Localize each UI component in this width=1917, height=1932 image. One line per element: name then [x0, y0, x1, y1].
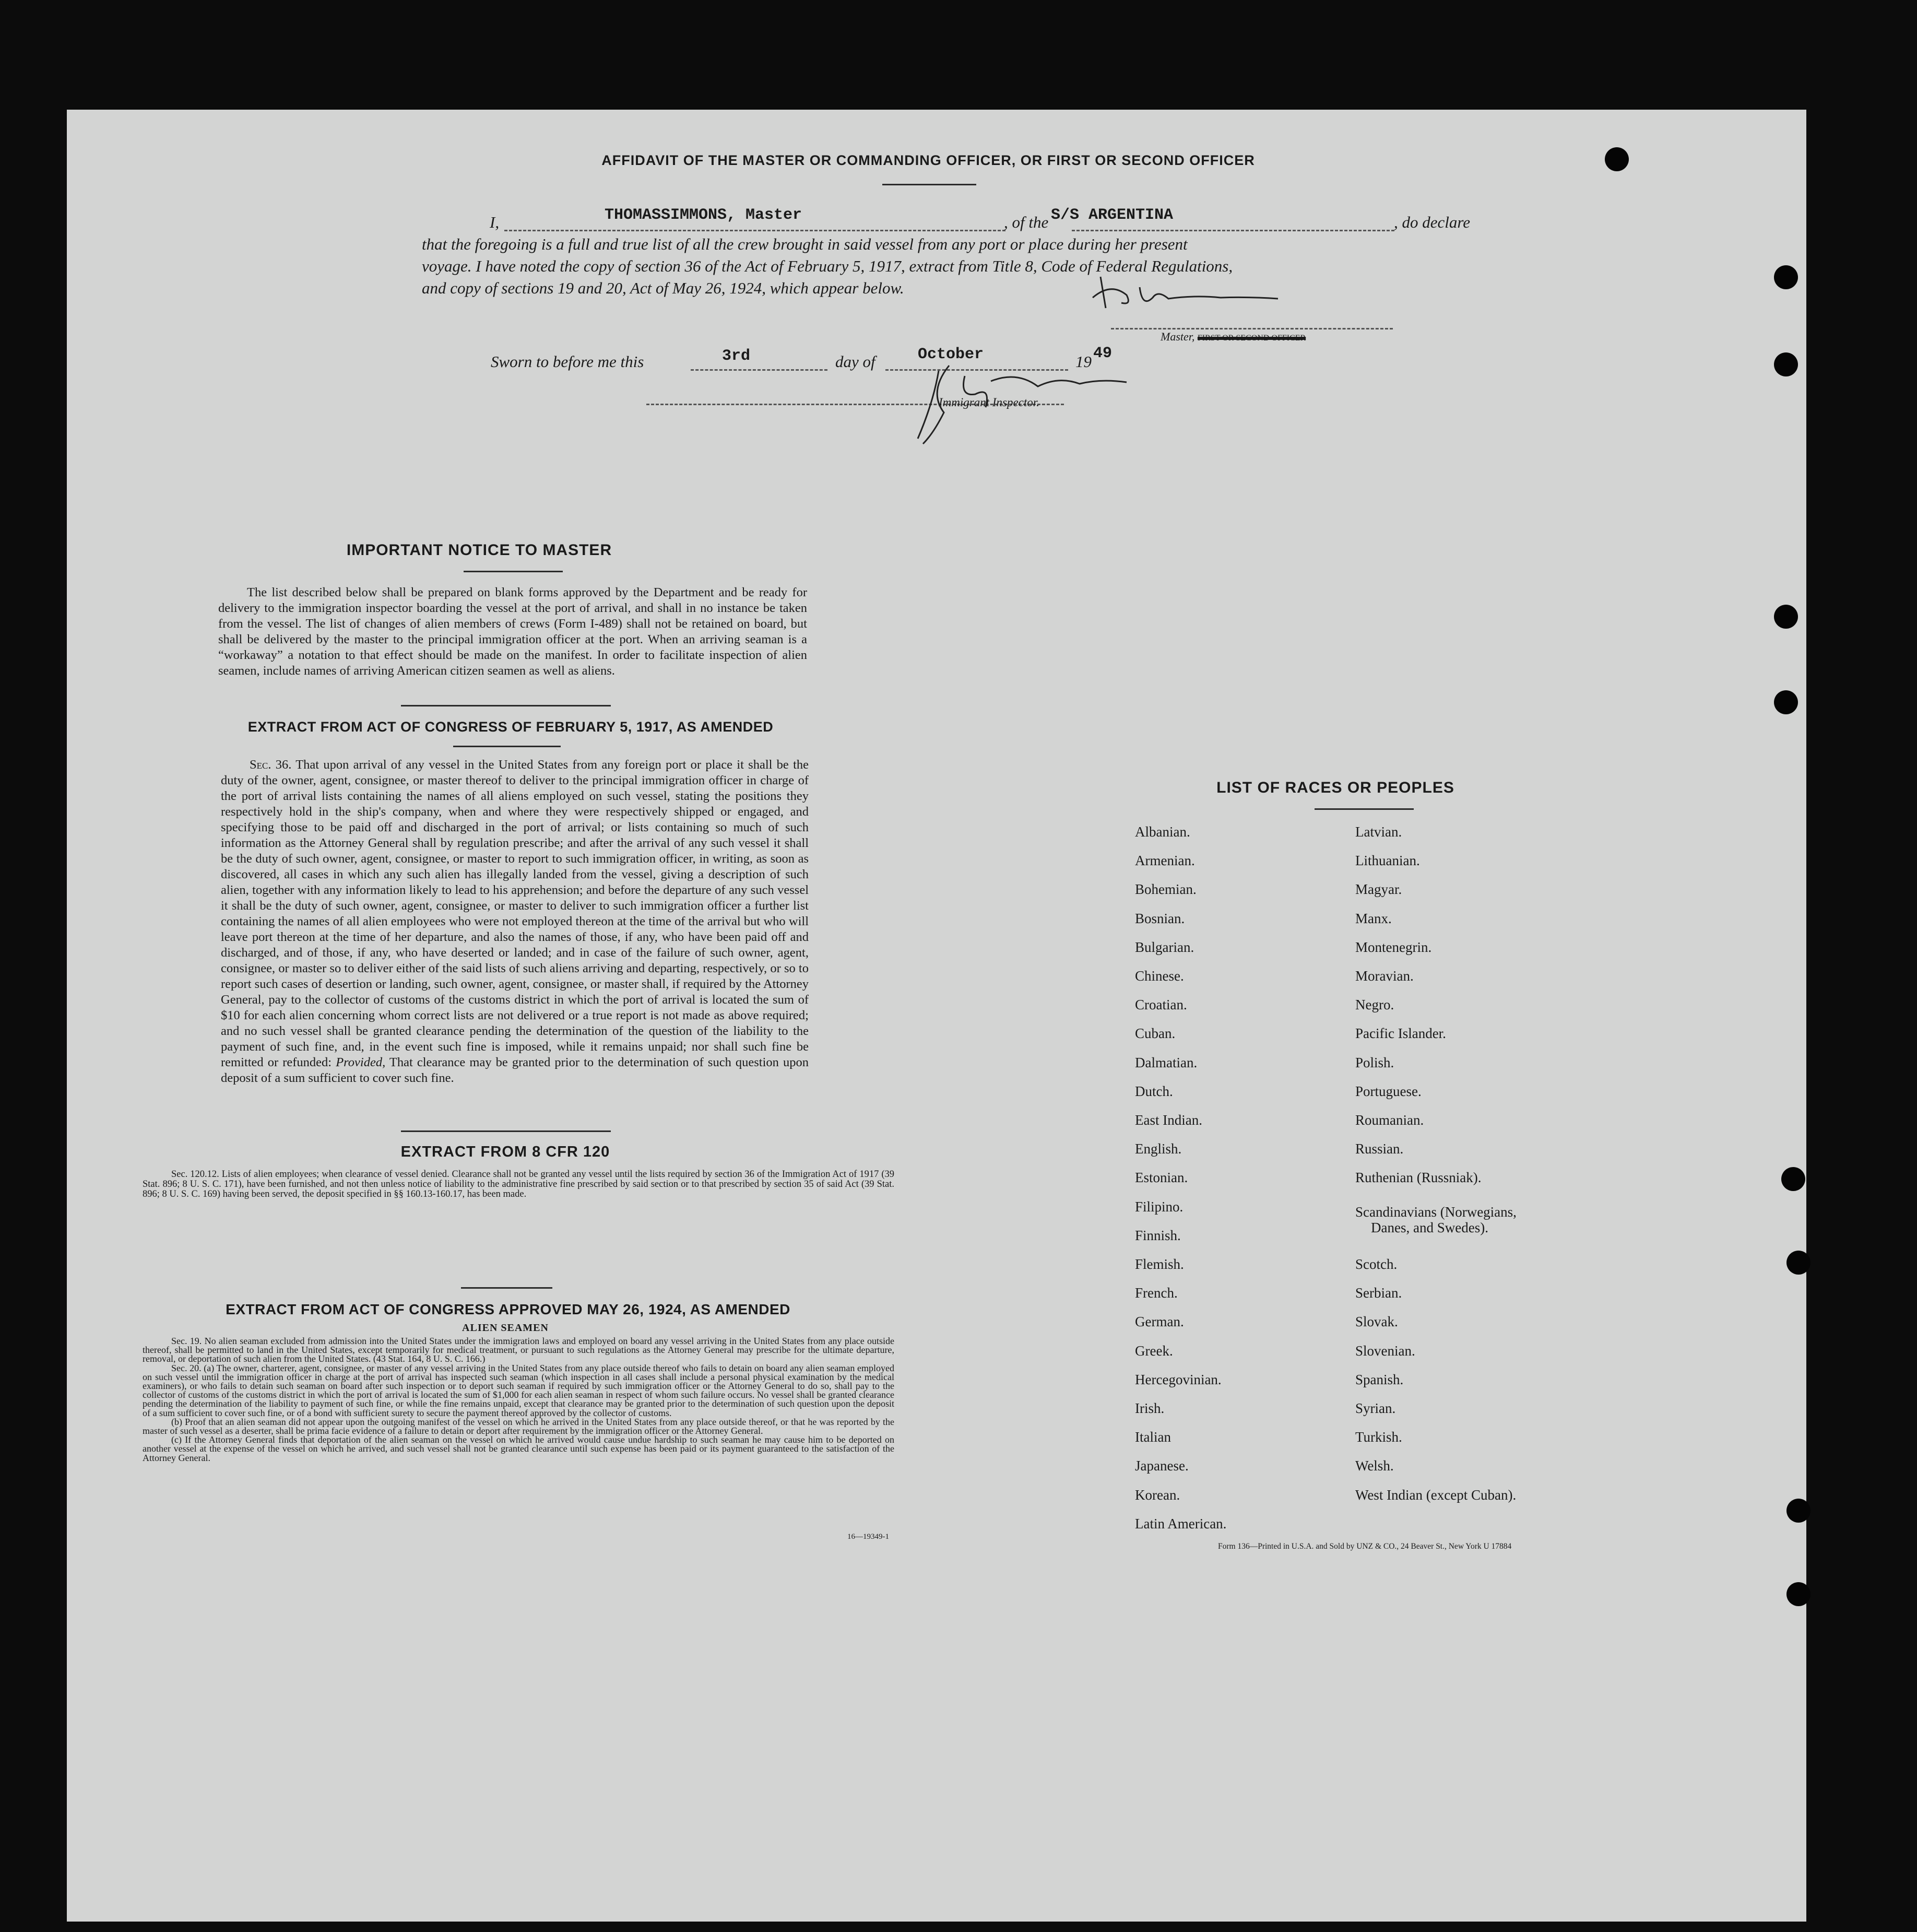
- inspector-label: Immigrant Inspector.: [939, 396, 1039, 409]
- sec36-tail: That clearance may be granted prior to the determination of such question upon deposit of a sum sufficient to cover such fine.: [221, 1055, 809, 1085]
- race-left-item: East Indian.: [1135, 1112, 1202, 1128]
- race-right-item: Scotch.: [1355, 1256, 1398, 1272]
- binder-hole: [1774, 605, 1798, 629]
- printer-code: 16—19349-1: [847, 1533, 889, 1541]
- master-name: THOMASSIMMONS, Master: [605, 206, 802, 224]
- race-left-item: Italian: [1135, 1429, 1171, 1445]
- year-prefix: 19: [1075, 352, 1092, 371]
- race-right-item: Russian.: [1355, 1141, 1404, 1157]
- binder-hole: [1786, 1251, 1810, 1275]
- race-left-item: German.: [1135, 1314, 1184, 1330]
- of-the-label: , of the: [1004, 213, 1049, 231]
- extract1917-heading: EXTRACT FROM ACT OF CONGRESS OF FEBRUARY 5, 1917, AS AMENDED: [247, 719, 774, 735]
- notice-rule: [464, 571, 563, 572]
- race-left-item: English.: [1135, 1141, 1182, 1157]
- sec20c-text: (c) If the Attorney General finds that deportation of the alien seaman on the vessel on which he arrived would cause undue hardship to such seaman he may cause him to be deported on another vessel at the expense of the vessel on which he arrived, and such vessel shall not be granted clearance until such expense has been paid or its payment guaranteed to the satisfaction of the Attorney General.: [143, 1434, 894, 1463]
- affidavit-line3: voyage. I have noted the copy of section 36 of the Act of February 5, 1917, extract from Title 8, Code of Federal Regulations,: [422, 257, 1233, 275]
- sec20b-text: (b) Proof that an alien seaman did not appear upon the outgoing manifest of the vessel on which he arrived in the United States from any place outside thereof, or that he was reported by the master of such vessel as a deserter, shall be prima facie evidence of a failure to detain or deport after requirement by the immigration officer or the Attorney General.: [143, 1416, 894, 1436]
- races-heading: LIST OF RACES OR PEOPLES: [1216, 779, 1454, 796]
- sec36-label: Sec. 36.: [250, 758, 292, 772]
- document-page: [67, 110, 1806, 1922]
- race-right-item: Portuguese.: [1355, 1083, 1422, 1099]
- race-right-item: West Indian (except Cuban).: [1355, 1487, 1517, 1503]
- race-left-item: Japanese.: [1135, 1458, 1189, 1474]
- race-right-item: Slovenian.: [1355, 1342, 1415, 1359]
- provided-label: Provided,: [336, 1055, 386, 1069]
- do-declare-label: , do declare: [1394, 213, 1471, 231]
- race-left-item: Cuban.: [1135, 1026, 1176, 1042]
- race-right-item: Negro.: [1355, 997, 1394, 1013]
- race-right-item: Roumanian.: [1355, 1112, 1424, 1128]
- race-left-item: Irish.: [1135, 1400, 1165, 1416]
- race-right-item: Latvian.: [1355, 824, 1402, 840]
- master-signature-line: [1111, 328, 1393, 329]
- race-left-item: Korean.: [1135, 1487, 1180, 1503]
- extract1924-body: [143, 1337, 894, 1463]
- affidavit-i: I,: [490, 213, 500, 231]
- race-left-item: Bohemian.: [1135, 881, 1197, 898]
- binder-hole: [1774, 690, 1798, 714]
- affidavit-line2: that the foregoing is a full and true list of all the crew brought in said vessel from any port or place during her present: [422, 235, 1188, 253]
- binder-hole: [1774, 265, 1798, 289]
- race-right-item: Serbian.: [1355, 1285, 1402, 1301]
- binder-hole: [1774, 352, 1798, 376]
- race-left-item: Finnish.: [1135, 1227, 1181, 1243]
- race-left-item: Hercegovinian.: [1135, 1371, 1222, 1387]
- race-left-item: French.: [1135, 1285, 1178, 1301]
- binder-hole: [1605, 147, 1629, 171]
- notice-heading: IMPORTANT NOTICE TO MASTER: [346, 541, 612, 559]
- sec36-text: That upon arrival of any vessel in the United States from any foreign port or place it shall be the duty of the owner, agent, consignee, or master thereof to deliver to the principal immigration officer in charge of the port of arrival lists containing the names of all aliens employed on such vessel, stating the positions they respectively hold in the ship's company, when and where they were respectively shipped or engaged, and specifying those to be paid off and discharged in the port of arrival; or lists containing so much of such information as the Attorney General shall by regulation prescribe; and after the arrival of any such vessel it shall be the duty of such owner, agent, consignee, or master to report to such immigration officer, in writing, as soon as discovered, all cases in which any such alien has illegally landed from the vessel, giving a description of such alien, together with any information likely to lead to his apprehension; and before the departure of any such vessel it shall be the duty of such owner, agent, consignee, or master to deliver to such immigration officer a further list containing the names of all alien employees who were not employed thereon at the time of the arrival but who will leave port thereon at the time of her departure, and also the names of those, if any, who have been paid off and discharged, and of those, if any, who have deserted or landed; and in case of the failure of such owner, agent, consignee, or master so to deliver either of the said lists of such aliens arriving and departing, respectively, or so to report such cases of desertion or landing, such owner, agent, consignee, or master shall, if required by the Attorney General, pay to the collector of customs of the customs district in which the port of arrival is located the sum of $10 for each alien concerning whom correct lists are not delivered or a true report is not made as above required; and no such vessel shall be granted clearance pending the determination of the question of the liability to the payment of such fine, and, in the event such fine is imposed, while it remains unpaid; nor shall such fine be remitted or refunded:: [221, 758, 809, 1069]
- extract1917-rule: [453, 746, 561, 747]
- master-struck-text: FIRST OR SECOND OFFICER: [1197, 334, 1306, 343]
- master-label-text: Master,: [1161, 330, 1195, 343]
- race-right-item: Manx.: [1355, 910, 1392, 926]
- race-right-item: Welsh.: [1355, 1458, 1394, 1474]
- race-left-item: Armenian.: [1135, 853, 1195, 869]
- sec20a-text: Sec. 20. (a) The owner, charterer, agent, consignee, or master of any vessel arriving in the United States from any place outside thereof who fails to detain on board any alien seaman employed on such vessel until the immigration officer in charge at the port of arrival has inspected such seaman (which inspection in all cases shall include a personal physical examination by the medical examiners), or who fails to detain such seaman on board after such inspection or to deport such seaman if required by such immigration officer or the Attorney General to do so, shall pay to the collector of customs of the customs district in which the port of arrival is located the sum of $1,000 for each alien seaman in respect of whom such failure occurs. No vessel shall be granted clearance pending the determination of the liability to payment of such fine, or while the fine remains unpaid, except that clearance may be granted prior to the determination of such question upon the deposit of a sum sufficient to cover such fine, or of a bond with sufficient surety to secure the payment thereof approved by the collector of customs.: [143, 1362, 894, 1418]
- vessel-name: S/S ARGENTINA: [1051, 206, 1174, 224]
- alien-seamen-subheading: ALIEN SEAMEN: [462, 1322, 549, 1334]
- race-left-item: Croatian.: [1135, 997, 1187, 1013]
- sworn-day: 3rd: [722, 347, 751, 365]
- race-right-item: Syrian.: [1355, 1400, 1396, 1416]
- extract1917-body: [221, 757, 809, 1086]
- day-of-label: day of: [835, 352, 875, 371]
- sworn-label: Sworn to before me this: [491, 352, 644, 371]
- race-right-item: Magyar.: [1355, 881, 1402, 898]
- race-left-item: Chinese.: [1135, 968, 1184, 984]
- sworn-month: October: [918, 346, 984, 363]
- race-left-item: Bulgarian.: [1135, 939, 1194, 955]
- race-right-item: Lithuanian.: [1355, 853, 1420, 869]
- race-left-item: Dalmatian.: [1135, 1054, 1198, 1070]
- sworn-year: 49: [1093, 345, 1113, 362]
- sec19-text: Sec. 19. No alien seaman excluded from admission into the United States under the immigration laws and employed on board any vessel arriving in the United States from any place outside thereof, shall be permitted to land in the United States, except temporarily for medical treatment, or pursuant to such regulations as the Attorney General may prescribe for the ultimate departure, removal, or deportation of such alien from the United States. (43 Stat. 164, 8 U. S. C. 166.): [143, 1336, 894, 1364]
- race-right-item: Pacific Islander.: [1355, 1026, 1446, 1042]
- race-left-item: Flemish.: [1135, 1256, 1184, 1272]
- notice-body: The list described below shall be prepared on blank forms approved by the Department and be ready for delivery to the immigration inspector boarding the vessel at the port of arrival, and shall in no instance be taken from the vessel. The list of changes of alien members of crews (Form I-489) shall not be retained on board, but shall be delivered by the master to the principal immigration officer at the port. When an arriving seaman is a “workaway” a notation to that effect should be made on the manifest. In order to facilitate inspection of alien seamen, include names of arriving American citizen seamen as well as aliens.: [218, 585, 807, 678]
- race-left-item: Latin American.: [1135, 1515, 1227, 1532]
- day-line: [691, 369, 827, 371]
- binder-hole: [1786, 1582, 1810, 1606]
- race-left-item: Albanian.: [1135, 824, 1190, 840]
- affidavit-title: AFFIDAVIT OF THE MASTER OR COMMANDING OFFICER, OR FIRST OR SECOND OFFICER: [601, 152, 1255, 168]
- name-line: [504, 230, 1005, 231]
- master-signature: [1090, 266, 1288, 319]
- race-left-item: Filipino.: [1135, 1198, 1184, 1215]
- extract1924-heading: EXTRACT FROM ACT OF CONGRESS APPROVED MAY 26, 1924, AS AMENDED: [226, 1301, 790, 1317]
- race-right-item: Montenegrin.: [1355, 939, 1432, 955]
- cfr-end-rule: [461, 1287, 552, 1289]
- affidavit-line4: and copy of sections 19 and 20, Act of May 26, 1924, which appear below.: [422, 279, 904, 297]
- title-rule: [882, 184, 976, 185]
- race-right-item: Ruthenian (Russniak).: [1355, 1170, 1482, 1186]
- race-right-item: Turkish.: [1355, 1429, 1402, 1445]
- race-right-item: Spanish.: [1355, 1371, 1404, 1387]
- race-left-item: Dutch.: [1135, 1083, 1173, 1099]
- form-footer: Form 136—Printed in U.S.A. and Sold by UNZ & CO., 24 Beaver St., New York U 17884: [1218, 1542, 1512, 1551]
- race-right-item: Danes, and Swedes).: [1371, 1219, 1488, 1235]
- vessel-line: [1072, 230, 1394, 231]
- cfr-heading: EXTRACT FROM 8 CFR 120: [400, 1144, 610, 1160]
- binder-hole: [1786, 1499, 1810, 1523]
- race-right-item: Polish.: [1355, 1054, 1394, 1070]
- master-label: [1161, 330, 1306, 344]
- race-right-item: Slovak.: [1355, 1314, 1398, 1330]
- race-left-item: Estonian.: [1135, 1170, 1188, 1186]
- races-rule: [1315, 808, 1414, 810]
- race-left-item: Bosnian.: [1135, 910, 1185, 926]
- binder-hole: [1781, 1167, 1805, 1191]
- race-right-item: Scandinavians (Norwegians,: [1355, 1204, 1517, 1220]
- notice-end-rule: [401, 705, 611, 706]
- race-right-item: Moravian.: [1355, 968, 1414, 984]
- cfr-body: Sec. 120.12. Lists of alien employees; when clearance of vessel denied. Clearance shall not be granted any vessel until the lists required by section 36 of the Immigration Act of 1917 (39 Stat. 896; 8 U. S. C. 171), have been furnished, and not then unless notice of liability to the administrative fine prescribed by said section or to that prescribed by section 35 of said Act (39 Stat. 896; 8 U. S. C. 169) having been served, the deposit specified in §§ 160.13-160.17, has been made.: [143, 1169, 894, 1199]
- extract1917-end-rule: [401, 1130, 611, 1132]
- race-left-item: Greek.: [1135, 1342, 1173, 1359]
